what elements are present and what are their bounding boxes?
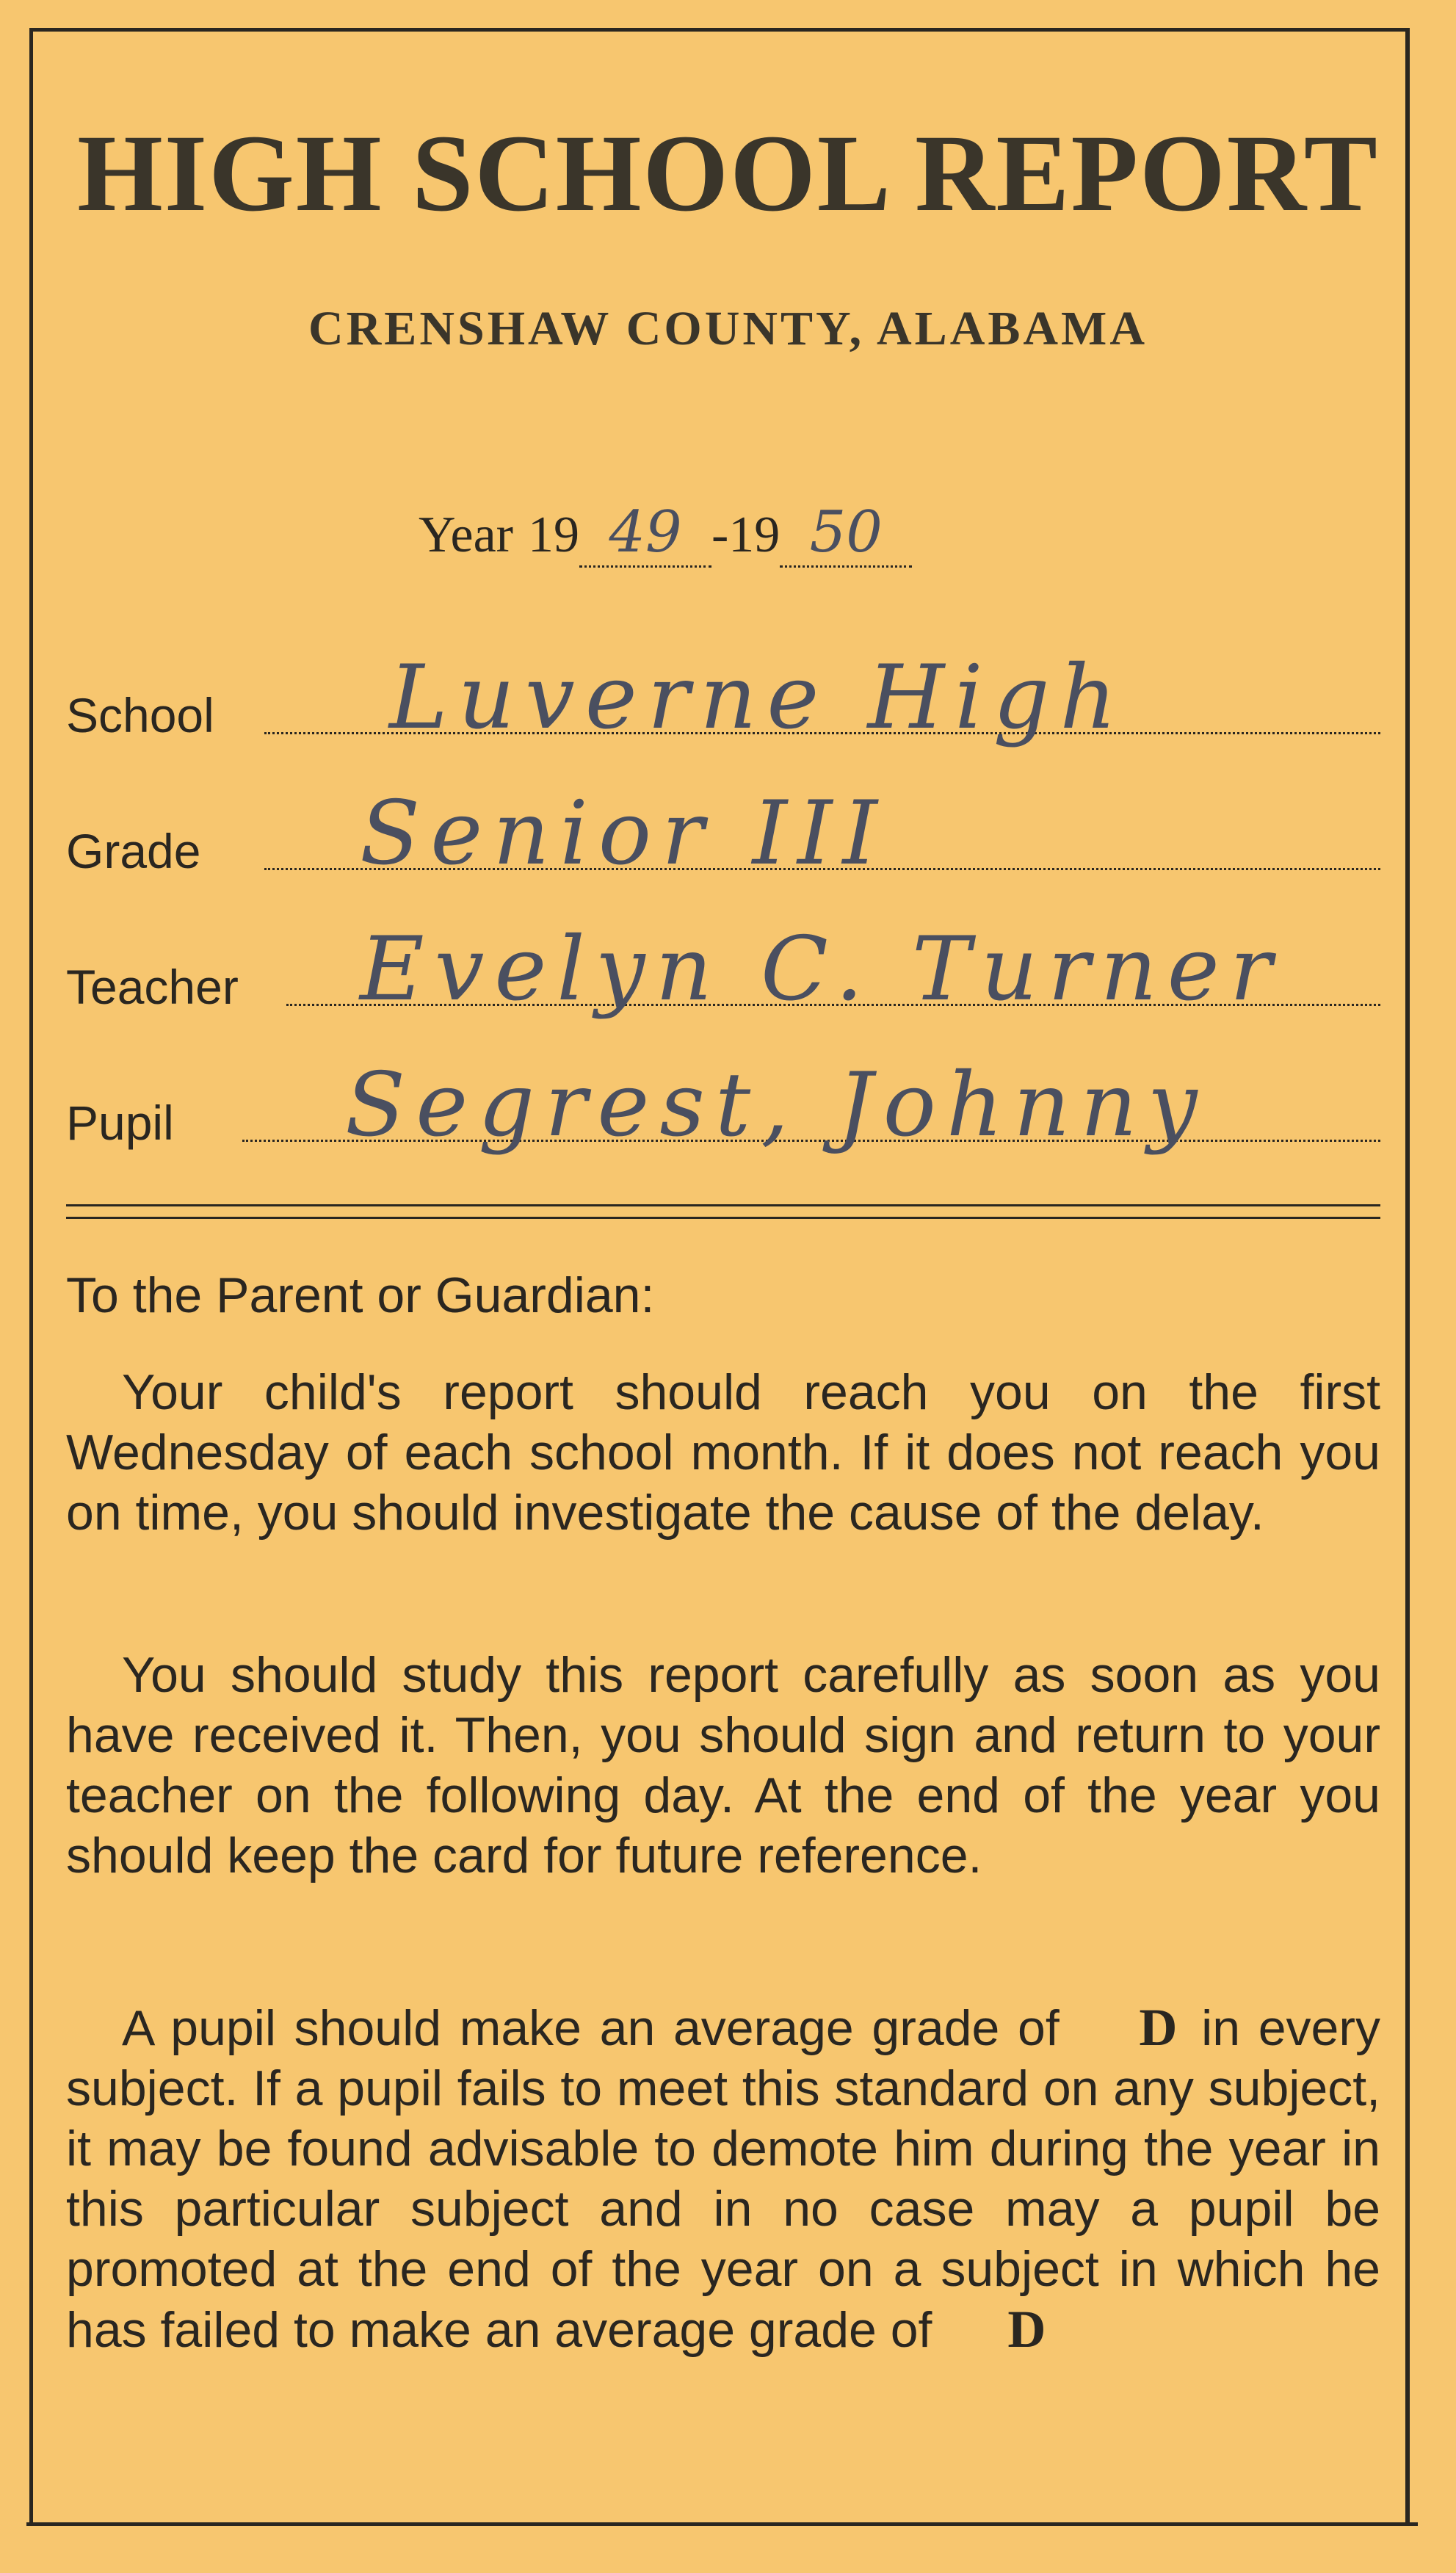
teacher-label: Teacher bbox=[66, 960, 239, 1014]
year-separator: -19 bbox=[711, 507, 780, 563]
paragraph-study-text: You should study this report carefully as soon as you have received it. Then, you should sign and return to your teacher on the following day. At the end of the year you should keep the card for future reference. bbox=[66, 1647, 1380, 1883]
standard-text-start: A pupil should make an average grade of bbox=[122, 2000, 1060, 2056]
grade-stamp-1: D bbox=[1139, 1998, 1178, 2057]
year-label: Year bbox=[419, 507, 513, 563]
county-subtitle: CRENSHAW COUNTY, ALABAMA bbox=[308, 302, 1148, 355]
section-divider bbox=[66, 1204, 1380, 1219]
school-year-row bbox=[419, 499, 912, 568]
paragraph-standard-text bbox=[66, 1997, 1380, 2360]
standard-text-rest: in every subject. If a pupil fails to meet this standard on any subject, it may be found advisable to demote him during the year in this particular subject and in no case may a pupil be promoted at the end of the year on a subject in which he has failed to make an average grade of bbox=[66, 2000, 1380, 2358]
paragraph-study bbox=[66, 1645, 1380, 1886]
pupil-value[interactable]: Segrest, Johnny bbox=[345, 1054, 1208, 1157]
grade-stamp-2: D bbox=[1007, 2300, 1046, 2359]
report-title: HIGH SCHOOL REPORT bbox=[77, 112, 1379, 234]
salutation: To the Parent or Guardian: bbox=[66, 1267, 655, 1323]
grade-value[interactable]: Senior III bbox=[360, 783, 888, 885]
pupil-field bbox=[66, 1054, 1380, 1157]
teacher-value[interactable]: Evelyn C. Turner bbox=[360, 919, 1283, 1021]
school-field bbox=[66, 647, 1380, 749]
paragraph-delivery bbox=[66, 1362, 1380, 1543]
grade-label: Grade bbox=[66, 824, 201, 878]
grade-field bbox=[66, 783, 1380, 885]
bottom-rule bbox=[26, 2522, 1418, 2526]
year-start-field[interactable]: 49 bbox=[579, 499, 711, 568]
year-start-prefix: 19 bbox=[528, 507, 579, 563]
paragraph-standard bbox=[66, 1997, 1380, 2360]
school-value[interactable]: Luverne High bbox=[389, 647, 1127, 749]
pupil-label: Pupil bbox=[66, 1096, 174, 1150]
teacher-field bbox=[66, 919, 1380, 1021]
school-label: School bbox=[66, 688, 214, 742]
year-end-field[interactable]: 50 bbox=[780, 499, 912, 568]
paragraph-delivery-text: Your child's report should reach you on the first Wednesday of each school month. If it does not reach you on time, you should investigate the cause of the delay. bbox=[66, 1364, 1380, 1541]
